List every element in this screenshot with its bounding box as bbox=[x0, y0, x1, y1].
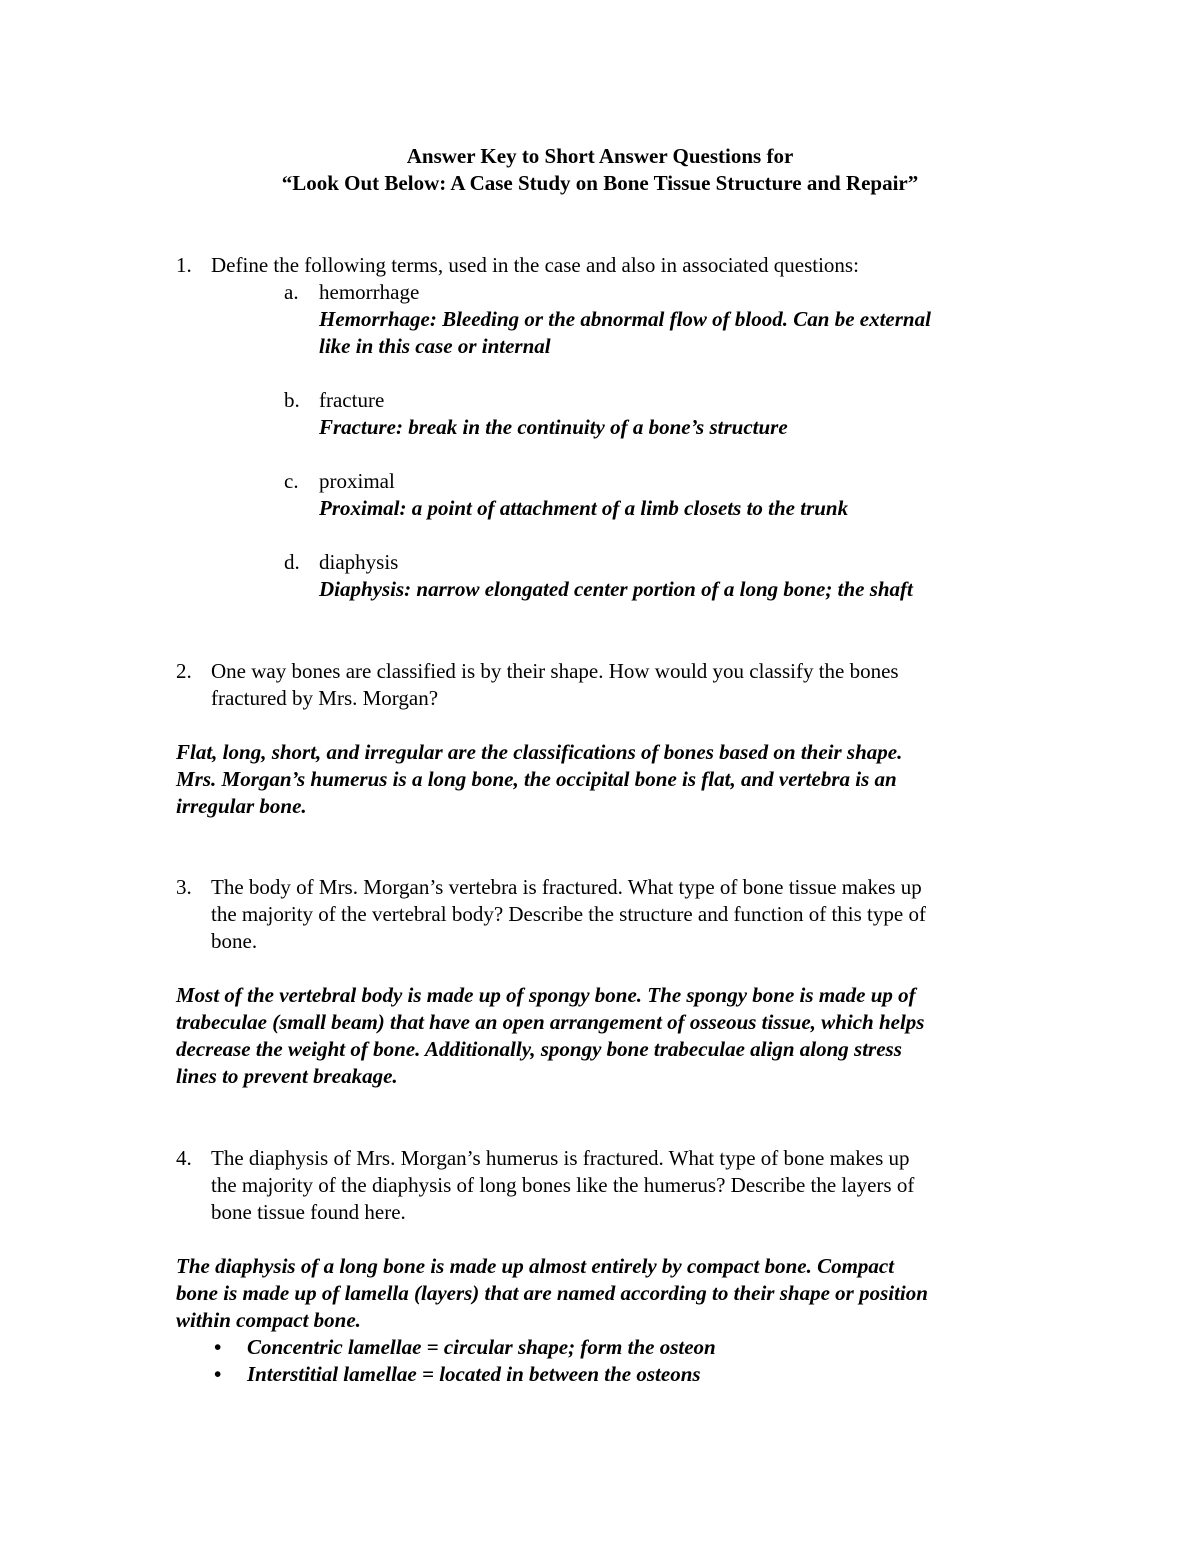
q1-item-d-letter: d. bbox=[284, 550, 300, 574]
question-3-text-line-1: The body of Mrs. Morgan’s vertebra is fractured. What type of bone tissue makes up bbox=[211, 875, 922, 899]
question-3-text-line-2: the majority of the vertebral body? Describe the structure and function of this type of bbox=[211, 902, 926, 926]
question-3-answer-line-3: decrease the weight of bone. Additionally, spongy bone trabeculae align along stress bbox=[176, 1037, 902, 1061]
question-2-answer-line-3: irregular bone. bbox=[176, 794, 307, 818]
question-4-answer-line-2: bone is made up of lamella (layers) that are named according to their shape or position bbox=[176, 1281, 928, 1305]
question-4-text-line-1: The diaphysis of Mrs. Morgan’s humerus is fractured. What type of bone makes up bbox=[211, 1146, 910, 1170]
document-title-line-1: Answer Key to Short Answer Questions for bbox=[406, 144, 794, 168]
question-2-text-line-2: fractured by Mrs. Morgan? bbox=[211, 686, 439, 710]
q1-item-d-term: diaphysis bbox=[319, 550, 399, 574]
q1-item-a-letter: a. bbox=[284, 280, 299, 304]
q1-item-c-letter: c. bbox=[284, 469, 299, 493]
question-3-answer-line-1: Most of the vertebral body is made up of spongy bone. The spongy bone is made up of bbox=[176, 983, 916, 1007]
q1-item-b-answer: Fracture: break in the continuity of a bone’s structure bbox=[319, 415, 788, 439]
question-3-answer-line-4: lines to prevent breakage. bbox=[176, 1064, 398, 1088]
q1-item-b-letter: b. bbox=[284, 388, 300, 412]
question-4-text-line-3: bone tissue found here. bbox=[211, 1200, 406, 1224]
q1-item-c-term: proximal bbox=[319, 469, 395, 493]
question-2-text-line-1: One way bones are classified is by their shape. How would you classify the bones bbox=[211, 659, 899, 683]
question-4-number: 4. bbox=[176, 1146, 192, 1170]
q1-item-c-answer: Proximal: a point of attachment of a limb closets to the trunk bbox=[319, 496, 849, 520]
question-3-number: 3. bbox=[176, 875, 192, 899]
bullet-icon: • bbox=[214, 1335, 222, 1359]
question-1-text: Define the following terms, used in the case and also in associated questions: bbox=[211, 253, 859, 277]
question-2-answer-line-2: Mrs. Morgan’s humerus is a long bone, the occipital bone is flat, and vertebra is an bbox=[176, 767, 897, 791]
question-3-answer-line-2: trabeculae (small beam) that have an open arrangement of osseous tissue, which helps bbox=[176, 1010, 925, 1034]
question-1-number: 1. bbox=[176, 253, 192, 277]
question-4-text-line-2: the majority of the diaphysis of long bones like the humerus? Describe the layers of bbox=[211, 1173, 915, 1197]
q1-item-b-term: fracture bbox=[319, 388, 385, 412]
q1-item-d-answer: Diaphysis: narrow elongated center portion of a long bone; the shaft bbox=[319, 577, 913, 601]
q1-item-a-answer-line-2: like in this case or internal bbox=[319, 334, 551, 358]
question-2-answer-line-1: Flat, long, short, and irregular are the classifications of bones based on their shape. bbox=[176, 740, 903, 764]
question-4-bullet-2: Interstitial lamellae = located in between the osteons bbox=[247, 1362, 701, 1386]
question-4-answer-line-3: within compact bone. bbox=[176, 1308, 361, 1332]
q1-item-a-answer-line-1: Hemorrhage: Bleeding or the abnormal flow of blood. Can be external bbox=[319, 307, 931, 331]
q1-item-a-term: hemorrhage bbox=[319, 280, 420, 304]
question-4-bullet-1: Concentric lamellae = circular shape; form the osteon bbox=[247, 1335, 716, 1359]
question-4-answer-line-1: The diaphysis of a long bone is made up almost entirely by compact bone. Compact bbox=[176, 1254, 895, 1278]
question-3-text-line-3: bone. bbox=[211, 929, 258, 953]
bullet-icon: • bbox=[214, 1362, 222, 1386]
question-2-number: 2. bbox=[176, 659, 192, 683]
document-title-line-2: “Look Out Below: A Case Study on Bone Tissue Structure and Repair” bbox=[281, 171, 919, 195]
